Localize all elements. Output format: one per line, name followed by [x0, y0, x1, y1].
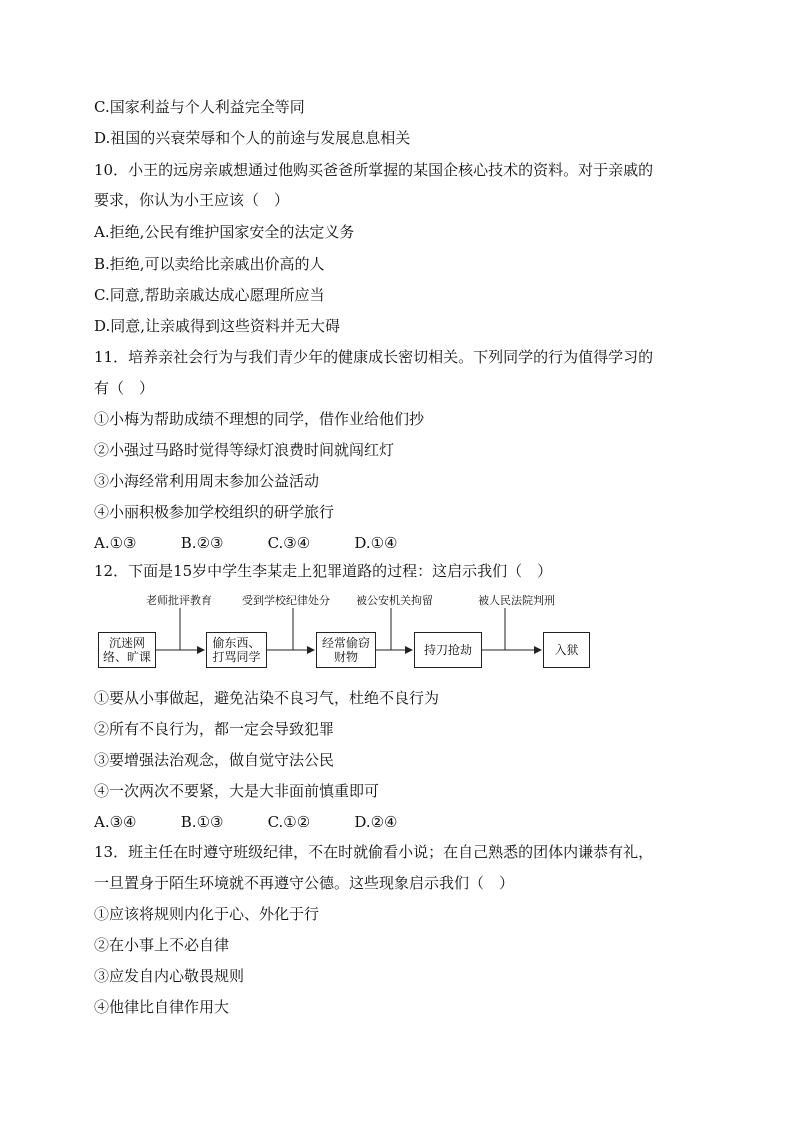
q12-choice-a: A.③④	[94, 813, 137, 831]
q10-option-d: D.同意,让亲戚得到这些资料并无大碍	[94, 317, 341, 335]
q13-statement-3: ③应发自内心敬畏规则	[94, 967, 245, 985]
q10-option-b: B.拒绝,可以卖给比亲戚出价高的人	[94, 255, 325, 273]
q11-choices	[94, 533, 398, 553]
q13-statement-4: ④他律比自律作用大	[94, 998, 230, 1016]
q11-statement-3: ③小海经常利用周末参加公益活动	[94, 472, 320, 490]
q11-stem-line2: 有（ ）	[94, 379, 155, 397]
q12-flow-diagram	[94, 588, 604, 678]
q12-statement-2: ②所有不良行为，都一定会导致犯罪	[94, 720, 335, 738]
q12-stem: 12．下面是15岁中学生李某走上犯罪道路的过程：这启示我们（ ）	[94, 562, 553, 580]
flow-label-2: 受到学校纪律处分	[242, 594, 330, 607]
flow-box-3: 经常偷窃财物	[316, 632, 376, 668]
flow-box-5: 入狱	[543, 632, 590, 668]
q11-choice-a: A.①③	[94, 534, 137, 552]
flow-box-2: 偷东西、打骂同学	[206, 632, 267, 668]
q12-choice-b: B.①③	[180, 813, 224, 831]
q9-option-c: C.国家利益与个人利益完全等同	[94, 98, 305, 116]
flow-box-4: 持刀抢劫	[414, 632, 482, 668]
q10-stem-line1: 10．小王的远房亲戚想通过他购买爸爸所掌握的某国企核心技术的资料。对于亲戚的	[94, 161, 654, 179]
flow-label-1: 老师批评教育	[146, 594, 212, 607]
q13-statement-1: ①应该将规则内化于心、外化于行	[94, 905, 320, 923]
q10-stem-line2: 要求，你认为小王应该（ ）	[94, 191, 290, 209]
q10-option-a: A.拒绝,公民有维护国家安全的法定义务	[94, 223, 355, 241]
q12-choice-c: C.①②	[267, 813, 311, 831]
q11-statement-1: ①小梅为帮助成绩不理想的同学，借作业给他们抄	[94, 410, 425, 428]
q11-choice-b: B.②③	[180, 534, 224, 552]
q12-statement-1: ①要从小事做起，避免沾染不良习气，杜绝不良行为	[94, 689, 440, 707]
q13-stem-line2: 一旦置身于陌生环境就不再遵守公德。这些现象启示我们（ ）	[94, 874, 515, 892]
flow-label-3: 被公安机关拘留	[356, 594, 433, 607]
q12-choices	[94, 812, 398, 832]
flow-box-1: 沉迷网络、旷课	[98, 632, 156, 668]
q11-choice-d: D.①④	[354, 534, 398, 552]
flow-label-4: 被人民法院判刑	[478, 594, 555, 607]
q11-statement-4: ④小丽积极参加学校组织的研学旅行	[94, 503, 335, 521]
q12-statement-3: ③要增强法治观念，做自觉守法公民	[94, 751, 335, 769]
q13-stem-line1: 13．班主任在时遵守班级纪律，不在时就偷看小说；在自己熟悉的团体内谦恭有礼，	[94, 843, 654, 861]
q11-stem-line1: 11．培养亲社会行为与我们青少年的健康成长密切相关。下列同学的行为值得学习的	[94, 348, 654, 366]
q11-statement-2: ②小强过马路时觉得等绿灯浪费时间就闯红灯	[94, 441, 395, 459]
q10-option-c: C.同意,帮助亲戚达成心愿理所应当	[94, 286, 325, 304]
q9-option-d: D.祖国的兴衰荣辱和个人的前途与发展息息相关	[94, 129, 411, 147]
q11-choice-c: C.③④	[267, 534, 311, 552]
q12-choice-d: D.②④	[354, 813, 398, 831]
q13-statement-2: ②在小事上不必自律	[94, 936, 230, 954]
q12-statement-4: ④一次两次不要紧，大是大非面前慎重即可	[94, 782, 380, 800]
